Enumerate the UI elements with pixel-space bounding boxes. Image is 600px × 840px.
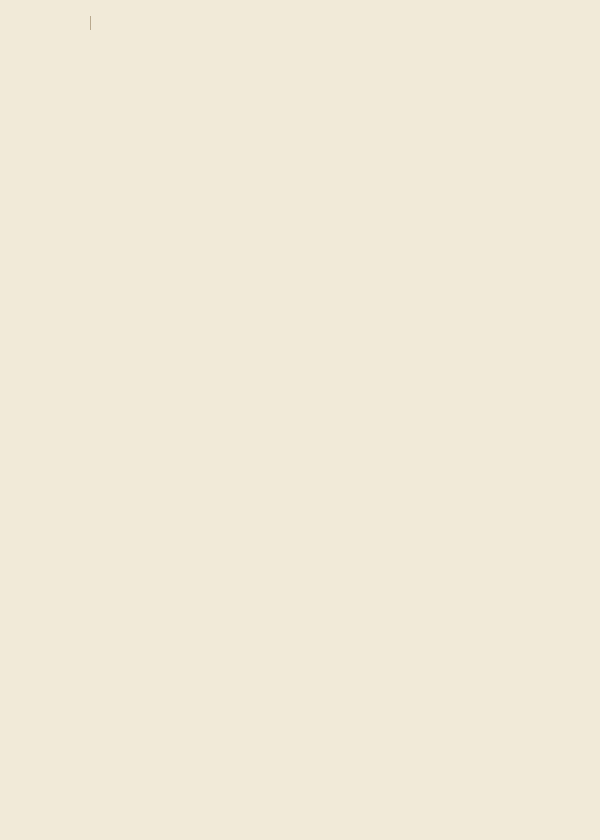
header-divider [90,16,91,30]
footer-logo [412,772,582,774]
top-text-block [12,40,560,385]
page-header [0,0,600,44]
bottom-text-block [12,432,560,770]
